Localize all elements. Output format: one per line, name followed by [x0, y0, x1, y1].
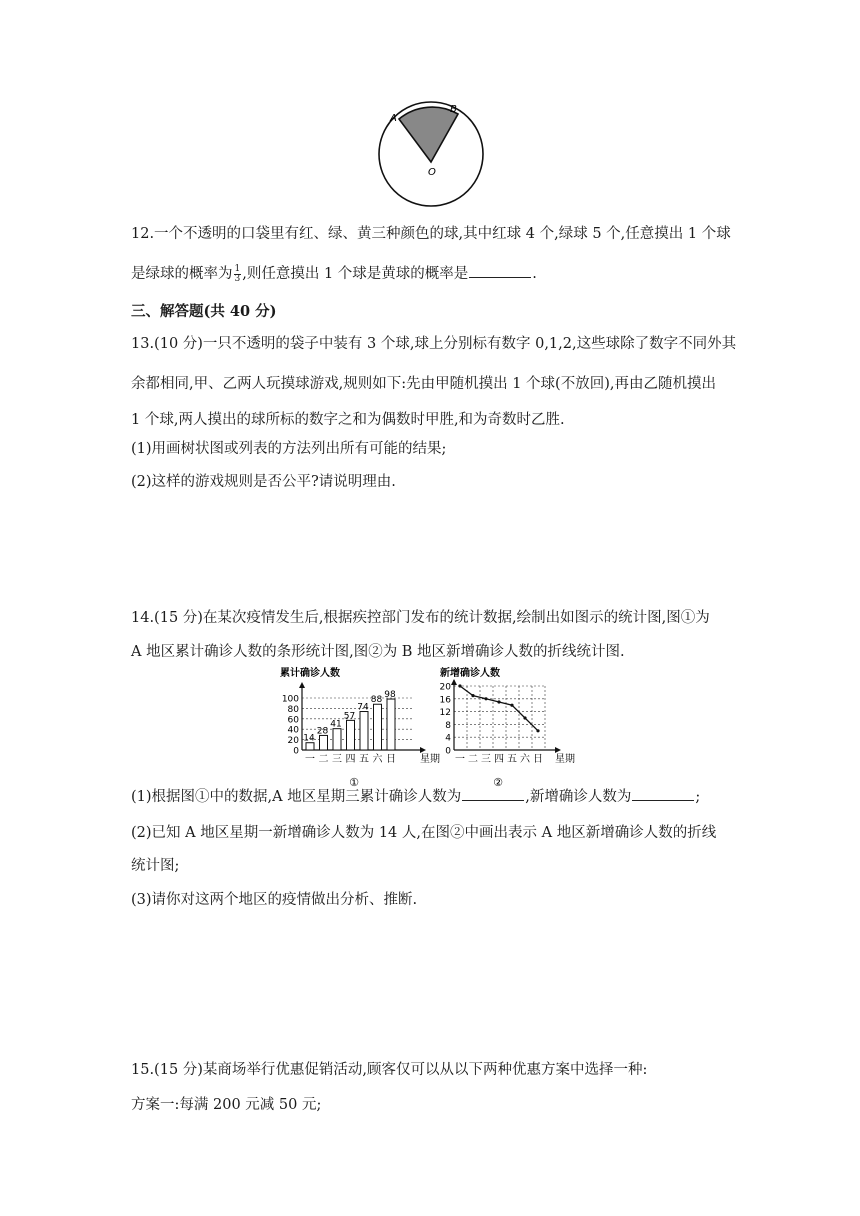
chart1-ytick-label: 80	[287, 704, 299, 715]
chart2-title: 新增确诊人数	[440, 668, 500, 679]
chart2-ytick-label: 0	[445, 746, 451, 757]
chart1-xlabel: 星期	[420, 754, 440, 765]
label-o: O	[428, 167, 436, 178]
chart2-point	[458, 684, 461, 687]
q12-line1: 12.一个不透明的口袋里有红、绿、黄三种颜色的球,其中红球 4 个,绿球 5 个,任意摸出 1 个球	[131, 226, 731, 242]
chart1-bar	[333, 729, 341, 750]
chart1-xtick-label: 六	[372, 754, 383, 765]
chart2-ytick-label: 8	[445, 720, 451, 731]
chart1-ytick-label: 40	[287, 725, 299, 736]
chart2-caption: ②	[493, 776, 503, 789]
q14-part1	[131, 787, 700, 807]
chart2-ytick-label: 20	[439, 682, 451, 693]
chart2-xtick-label: 日	[533, 754, 543, 765]
chart1-bar	[347, 720, 355, 750]
fraction-numerator: 1	[234, 263, 241, 274]
q12-line2-post: ,则任意摸出 1 个球是黄球的概率是	[242, 266, 469, 282]
chart1-y-arrow	[299, 682, 305, 688]
chart1-bar	[320, 735, 328, 750]
chart2-series-line	[460, 686, 538, 731]
chart1-xtick-label: 五	[359, 754, 369, 765]
chart2-xlabel: 星期	[555, 754, 575, 765]
chart2-xtick-label: 六	[520, 754, 530, 765]
chart1-ytick-label: 60	[287, 715, 299, 726]
q14-line2: A 地区累计确诊人数的条形统计图,图②为 B 地区新增确诊人数的折线统计图.	[131, 644, 625, 660]
q14-part1-end: ;	[695, 789, 701, 805]
chart1-xtick-label: 日	[386, 754, 396, 765]
chart1-bar	[360, 712, 368, 750]
chart2-point	[536, 729, 539, 732]
chart2-xtick-label: 三	[481, 754, 491, 765]
chart2-ytick-label: 12	[439, 708, 451, 719]
chart2-point	[497, 700, 500, 703]
q13-line3: 1 个球,两人摸出的球所标的数字之和为偶数时甲胜,和为奇数时乙胜.	[131, 412, 565, 428]
label-a: A	[390, 113, 397, 124]
chart1-bar	[387, 699, 395, 750]
chart1-xtick-label: 四	[345, 754, 356, 765]
q14-part1-mid: ,新增确诊人数为	[525, 789, 632, 805]
chart2-y-arrow	[451, 679, 457, 685]
chart1-x-arrow	[420, 747, 426, 753]
q12-line2-pre: 是绿球的概率为	[131, 266, 233, 282]
fraction-one-third	[234, 265, 242, 284]
chart1-xtick-label: 一	[305, 754, 315, 765]
chart1-ytick-label: 0	[293, 746, 299, 757]
q13-part2: (2)这样的游戏规则是否公平?请说明理由.	[131, 474, 396, 490]
chart1-bar	[374, 704, 382, 750]
chart2-xtick-label: 五	[507, 754, 517, 765]
chart2-xtick-label: 四	[494, 754, 504, 765]
sector-figure	[370, 100, 490, 208]
q14-part3: (3)请你对这两个地区的疫情做出分析、推断.	[131, 892, 418, 908]
chart1-title: 累计确诊人数	[280, 668, 340, 679]
label-b: B	[450, 104, 457, 115]
chart1-data-label: 74	[357, 702, 369, 713]
chart2-point	[471, 694, 474, 697]
q13-line1: 13.(10 分)一只不透明的袋子中装有 3 个球,球上分别标有数字 0,1,2,这些球除了数字不同外其	[131, 336, 737, 352]
q15-plan1: 方案一:每满 200 元减 50 元;	[131, 1097, 322, 1113]
chart1-data-label: 14	[303, 733, 315, 744]
chart1-xtick-label: 三	[332, 754, 342, 765]
q12-line2	[131, 264, 537, 284]
chart1-bar	[306, 743, 314, 750]
q15-line1: 15.(15 分)某商场举行优惠促销活动,顾客仅可以从以下两种优惠方案中选择一种:	[131, 1062, 648, 1078]
q14-part2-line1: (2)已知 A 地区星期一新增确诊人数为 14 人,在图②中画出表示 A 地区新增确诊人数的折线	[131, 825, 717, 841]
chart1-data-label: 57	[343, 711, 356, 722]
chart1-xtick-label: 二	[318, 754, 329, 765]
chart2-point	[510, 704, 513, 707]
q14-cumulative-blank[interactable]	[462, 787, 524, 801]
chart2-xtick-label: 二	[468, 754, 478, 765]
chart2-point	[484, 697, 487, 700]
chart2-xtick-label: 一	[455, 754, 465, 765]
chart2-point	[523, 716, 526, 719]
fraction-denominator: 3	[234, 273, 241, 284]
q14-new-cases-blank[interactable]	[632, 787, 694, 801]
q14-part1-pre: (1)根据图①中的数据,A 地区星期三累计确诊人数为	[131, 789, 462, 805]
q12-line2-end: .	[532, 266, 537, 282]
chart1-caption: ①	[349, 776, 359, 789]
line-chart-new-cases	[430, 662, 590, 790]
shaded-sector	[399, 107, 458, 162]
q13-part1: (1)用画树状图或列表的方法列出所有可能的结果;	[131, 441, 447, 457]
q12-answer-blank[interactable]	[469, 264, 531, 278]
chart1-ytick-label: 20	[287, 736, 299, 747]
q14-part2-line2: 统计图;	[131, 858, 180, 874]
chart1-data-label: 41	[330, 719, 342, 730]
chart1-ytick-label: 100	[281, 694, 299, 705]
chart2-x-arrow	[555, 747, 561, 753]
section-heading: 三、解答题(共 40 分)	[131, 303, 277, 320]
chart1-data-label: 28	[316, 726, 329, 737]
chart2-ytick-label: 16	[439, 695, 451, 706]
chart2-ytick-label: 4	[445, 733, 451, 744]
chart1-data-label: 98	[384, 690, 396, 701]
q13-line2: 余都相同,甲、乙两人玩摸球游戏,规则如下:先由甲随机摸出 1 个球(不放回),再由乙随机摸出	[131, 376, 716, 392]
bar-chart-cumulative-cases	[272, 662, 442, 790]
q14-line1: 14.(15 分)在某次疫情发生后,根据疾控部门发布的统计数据,绘制出如图示的统计图,图①为	[131, 610, 710, 626]
chart1-data-label: 88	[370, 695, 383, 706]
